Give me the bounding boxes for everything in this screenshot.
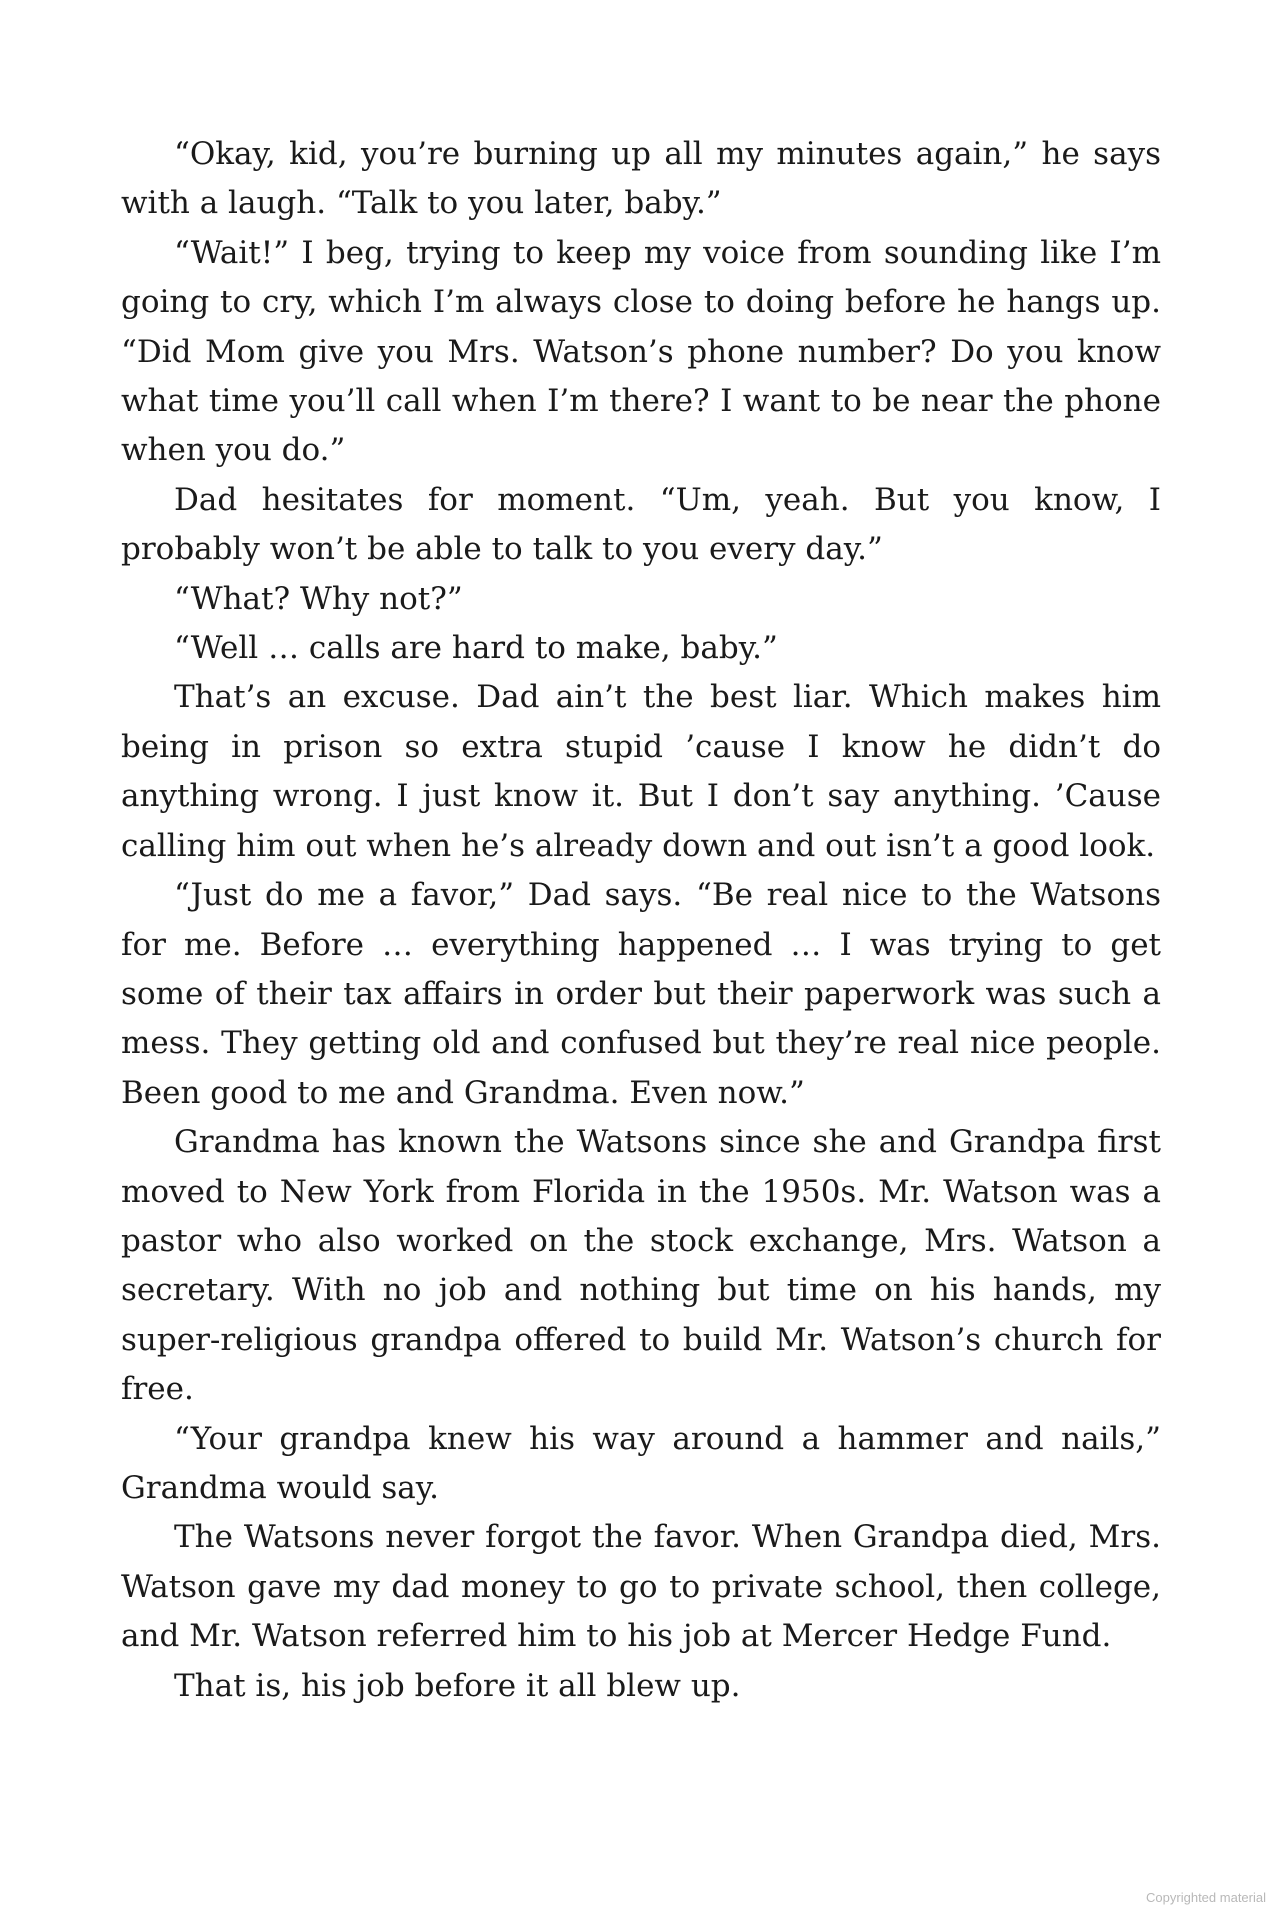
paragraph: “Wait!” I beg, trying to keep my voice from sounding like I’m going to cry, which I’m always close to doing before he hangs up. “Did Mom give you Mrs. Watson’s phone number? Do you know what time you’ll call when I’m there? I want to be near the phone when you do.”	[121, 234, 1161, 469]
copyright-watermark: Copyrighted material	[1146, 1890, 1266, 1905]
paragraph: “What? Why not?”	[174, 580, 463, 617]
paragraph: “Okay, kid, you’re burning up all my minutes again,” he says with a laugh. “Talk to you later, baby.”	[121, 136, 1161, 222]
paragraph: Dad hesitates for moment. “Um, yeah. But you know, I probably won’t be able to talk to you every day.”	[121, 481, 1161, 568]
paragraph: Grandma has known the Watsons since she and Grandpa first moved to New York from Florida in the 1950s. Mr. Watson was a pastor who also worked on the stock exchange, Mrs. Watson a secretary. With no job and nothing but time on his hands, my super-religious grandpa offered to build Mr. Watson’s church for free.	[121, 1124, 1161, 1408]
paragraph: “Just do me a favor,” Dad says. “Be real nice to the Watsons for me. Before … everything happened … I was trying to get some of their tax affairs in order but their paperwork was such a mess. They getting old and confused but they’re real nice people. Been good to me and Grandma. Even now.”	[121, 877, 1161, 1111]
book-page-text	[121, 130, 1161, 1711]
paragraph: That’s an excuse. Dad ain’t the best liar. Which makes him being in prison so extra stupid ’cause I know he didn’t do anything wrong. I just know it. But I don’t say anything. ’Cause calling him out when he’s already down and out isn’t a good look.	[121, 679, 1161, 864]
paragraph: That is, his job before it all blew up.	[174, 1667, 741, 1704]
paragraph: “Well … calls are hard to make, baby.”	[174, 630, 778, 667]
paragraph: “Your grandpa knew his way around a hammer and nails,” Grandma would say.	[121, 1420, 1161, 1506]
paragraph: The Watsons never forgot the favor. When Grandpa died, Mrs. Watson gave my dad money to go to private school, then college, and Mr. Watson referred him to his job at Mercer Hedge Fund.	[121, 1519, 1161, 1655]
